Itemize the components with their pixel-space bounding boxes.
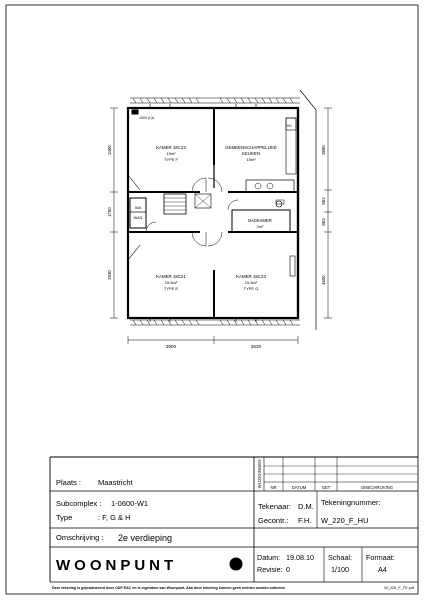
dim-right-4: 4600 — [321, 275, 326, 285]
footer-note: Deze tekening is geproduceerd door ODF E&C en is eigendom van Woonpunt. Aan deze tekening kunnen geen rechten worden ontleend. — [52, 586, 286, 590]
type-value: : F, G & H — [98, 513, 131, 522]
sink-label: 1500 (L)h — [139, 116, 155, 120]
omschrijving-value: 2e verdieping — [118, 533, 173, 543]
gecontr-label: Gecontr.: — [258, 516, 289, 525]
type-label: Type — [56, 513, 73, 522]
gecontr-value: F.H. — [298, 516, 312, 525]
revisie-label: Revisie: — [257, 565, 283, 574]
dim-right-2: 863 — [321, 197, 326, 205]
omschrijving-label: Omschrijving : — [56, 533, 104, 542]
subcomplex-label: Subcomplex : — [56, 499, 102, 508]
room-18c23-type: TYPE G — [243, 286, 259, 291]
room-18c22-type: TYPE F — [163, 157, 179, 162]
subcomplex-value: 1-0600-W1 — [111, 499, 149, 508]
dim-bottom-2: 3620 — [250, 344, 262, 349]
was-label: WAS — [133, 215, 143, 220]
bathroom-name: BADKAMER — [248, 218, 272, 223]
rev-header-get: GET — [321, 485, 331, 490]
schaal-value: 1/100 — [331, 565, 349, 574]
dim-left-3: 3930 — [107, 270, 112, 280]
plaats-label: Plaats : — [56, 478, 82, 487]
logo-dot — [230, 558, 243, 571]
kitchen-area: 15m² — [246, 157, 256, 162]
stair — [164, 194, 186, 214]
wijzigingen-label: WIJZIGINGEN — [257, 459, 262, 489]
kitchen-counter — [246, 180, 294, 192]
tekenaar-label: Tekenaar: — [258, 502, 291, 511]
room-18c23-area: 15.5m² — [244, 280, 258, 285]
wa-label: WA — [134, 205, 142, 210]
rev-header-nr: NR — [270, 485, 277, 490]
dim-bottom-1: 3900 — [165, 344, 177, 349]
room-18c21-name: KAMER 18C21 — [156, 274, 186, 279]
roof-hatch-bottom — [130, 320, 300, 325]
bathroom-area: 2m² — [256, 224, 264, 229]
file-name: W_220_F_TE.pdf — [384, 586, 414, 590]
formaat-label: Formaat: — [366, 553, 395, 562]
formaat-value: A4 — [378, 565, 387, 574]
dim-right-1: 3880 — [321, 145, 326, 155]
revisie-value: 0 — [286, 565, 290, 574]
dim-right-3: 863 — [321, 218, 326, 226]
dim-left-1: 3400 — [107, 145, 112, 155]
title-block-text — [52, 460, 415, 590]
dim-right — [324, 108, 332, 318]
room-18c23-name: KAMER 18C23 — [236, 274, 266, 279]
tekenaar-value: D.M. — [298, 502, 314, 511]
woonpunt-logo: WOONPUNT — [56, 557, 178, 574]
kitchen-name: GEMEENSCHAPPELIJKE — [225, 145, 277, 150]
tekeningnummer-label: Tekeningnummer: — [321, 498, 381, 507]
datum-label: Datum: — [257, 553, 281, 562]
roof-hatch-top — [130, 98, 300, 103]
fridge-label: KK — [287, 124, 292, 128]
room-18c21-type: TYPE E — [163, 286, 179, 291]
tekeningnummer-value: W_220_F_HU — [321, 516, 369, 525]
room-18c22-area: 15m² — [166, 151, 176, 156]
roof-slope — [300, 90, 316, 330]
kitchen-name-2: KEUKEN — [241, 151, 261, 156]
room-18c22-name: KAMER 18C22 — [156, 145, 186, 150]
dim-left-2: 1760 — [107, 207, 112, 217]
rev-header-omschrijving: OMSCHRIJVING — [360, 485, 394, 490]
room-18c21-area: 15.5m² — [164, 280, 178, 285]
dim-bottom — [128, 336, 298, 344]
floor-plan — [110, 90, 332, 344]
plaats-value: Maastricht — [98, 478, 133, 487]
datum-value: 19.08.10 — [286, 553, 314, 562]
schaal-label: Schaal: — [328, 553, 352, 562]
rev-header-datum: DATUM — [291, 485, 307, 490]
